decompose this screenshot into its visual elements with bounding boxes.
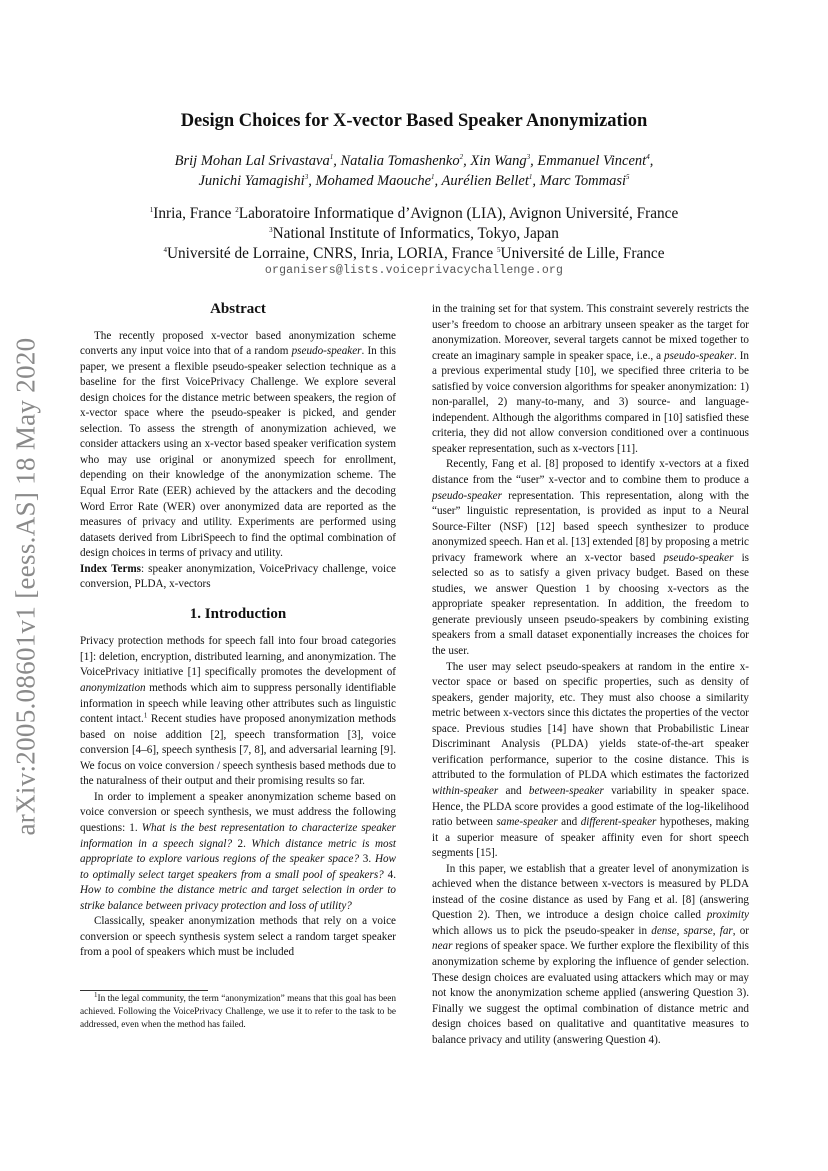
author: Junichi Yamagishi — [198, 173, 305, 189]
author-line-2: Junichi Yamagishi$^3$, Mohamed Maouche$^1$, Aurélien Bellet$^1$, Marc Tommasi$^5$ — [198, 173, 630, 189]
footnote-marker: 1 — [143, 711, 148, 720]
arxiv-sidebar — [4, 306, 48, 866]
author: Aurélien Bellet — [441, 173, 529, 189]
affiliation-line-2: $^3$National Institute of Informatics, Tokyo, Japan — [269, 225, 559, 242]
right-paragraph-3: The user may select pseudo-speakers at random in the entire x-vector space or based on specific properties, such as density of speakers, gender majority, etc. They must also choose a similarity metric between x-vectors since this dictates the properties of the vector space. Previous studies [14] have shown that Probabilistic Linear Discriminant Analysis (PLDA) yields state-of-the-art speaker verification performance, superior to the cosine distance. This is attributed to the formulation of PLDA which estimates the factorized within-speaker and between-speaker variability in speaker space. Hence, the PLDA score provides a good estimate of the log-likelihood ratio between same-speaker and different-speaker hypotheses, making it a superior measure of speaker affinity even for short speech segments [15]. — [432, 660, 750, 860]
author: Emmanuel Vincent — [537, 153, 647, 169]
author: Xin Wang — [470, 153, 527, 169]
abstract-text: The recently proposed x-vector based anonymization scheme converts any input voice into that of a random pseudo-speaker. In this paper, we present a flexible pseudo-speaker selection technique as a baseline for the first VoicePrivacy Challenge. We explore several design choices for the distance metric between speakers, the region of x-vector space where the pseudo-speaker is picked, and gender selection. To assess the strength of anonymization achieved, we consider attackers using an x-vector based speaker verification system who may use original or anonymized speech for enrollment, depending on their knowledge of the anonymization scheme. The Equal Error Rate (EER) achieved by the attackers and the decoding Word Error Rate (WER) over anonymized data are reported as the measures of privacy and utility. Experiments are performed using datasets derived from LibriSpeech to find the optimal combination of design choices in terms of privacy and utility. — [80, 329, 396, 560]
affiliations — [80, 204, 748, 264]
right-paragraph-2: Recently, Fang et al. [8] proposed to identify x-vectors at a fixed distance from the “user” x-vector and to combine them to produce a pseudo-speaker representation. This representation, along with the “user” linguistic representation, is provided as input to a Neural Source-Filter (NSF) [12] based speech synthesizer to produce anonymized speech. Han et al. [13] extended [8] by proposing a metric privacy framework where an x-vector based pseudo-speaker is selected so as to satisfy a given privacy budget. Based on these studies, we answer Question 1 by choosing x-vectors as the appropriate speaker representation. In addition, the freedom to generate previously unseen pseudo-speakers by combining existing speakers from a small dataset exponentially increases the choices for the user. — [432, 458, 750, 658]
author-list — [100, 151, 728, 191]
intro-paragraph-2: In order to implement a speaker anonymization scheme based on voice conversion or speech synthesis, we must address the following questions: 1. What is the best representation to characterize speaker information in a speech signal? 2. Which distance metric is most appropriate to explore various regions of the speaker space? 3. How to optimally select target speakers from a small pool of speakers? 4. How to combine the distance metric and target selection in order to strike balance between privacy protection and loss of utility? — [80, 790, 397, 912]
affiliation-line-3: $^4$Université de Lorraine, CNRS, Inria, LORIA, France $^5$Université de Lille, France — [163, 245, 665, 262]
introduction-heading: 1. Introduction — [189, 605, 287, 622]
affiliation-line-1: $^1$Inria, France $^2$Laboratoire Informatique d’Avignon (LIA), Avignon Université, France — [149, 205, 679, 222]
right-paragraph-1: in the training set for that system. This constraint severely restricts the user’s freedom to choose an arbitrary unseen speaker as the target for anonymization. Moreover, several targets cannot be mixed together to create an imaginary sample in speaker space, i.e., a pseudo-speaker. In a previous experimental study [10], we specified three criteria to be satisfied by voice conversion algorithms for speaker anonymization: 1) non-parallel, 2) many-to-many, and 3) source- and language-independent. Although the algorithms compared in [10] satisfied these criteria, they did not allow conversion conditioned over a continuous speaker representation, such as x-vectors [11]. — [432, 303, 749, 455]
right-paragraph-4: In this paper, we establish that a greater level of anonymization is achieved when the distance between x-vectors is measured by PLDA instead of the cosine distance as used by Fang et al. [8] (answering Question 2). Then, we introduce a design choice called proximity which allows us to pick the pseudo-speaker in dense, sparse, far, or near regions of speaker space. We further explore the flexibility of this anonymization scheme by exploring the influence of gender selection. These design choices are evaluated using attackers which may or may not know the anonymization scheme applied (answering Question 3). Finally we suggest the optimal combination of distance metric and design choices based on qualitative and quantitative measures to balance privacy and utility (answering Question 4). — [432, 862, 750, 1046]
author: Mohamed Maouche — [315, 173, 432, 189]
abstract-heading: Abstract — [210, 301, 266, 317]
intro-paragraph-3: Classically, speaker anonymization methods that rely on a voice conversion or speech synthesis system select a random target speaker from a pool of speakers which must be included — [80, 915, 396, 959]
left-column — [80, 302, 396, 961]
arxiv-id: arXiv:2005.08601v1 [eess.AS] 18 May 2020 — [10, 337, 41, 835]
footnote-rule — [80, 990, 208, 991]
index-terms: Index Terms: speaker anonymization, VoicePrivacy challenge, voice conversion, PLDA, x-vectors — [80, 562, 396, 591]
author: Brij Mohan Lal Srivastava — [174, 153, 330, 169]
contact-email: organisers@lists.voiceprivacychallenge.org — [264, 264, 564, 277]
author: Natalia Tomashenko — [340, 153, 460, 169]
author-line-1: Brij Mohan Lal Srivastava$^1$, Natalia Tomashenko$^2$, Xin Wang$^3$, Emmanuel Vincent$^4$, — [174, 153, 654, 169]
right-column — [432, 302, 749, 1048]
author: Marc Tommasi — [539, 173, 626, 189]
footnote: $^1$In the legal community, the term “anonymization” means that this goal has been achieved. Following the VoicePrivacy Challenge, we use it to refer to the task to be addressed, even when the method has failed. — [80, 990, 396, 1030]
intro-paragraph-1: Privacy protection methods for speech fall into four broad categories [1]: deletion, encryption, distributed learning, and anonymization. The VoicePrivacy initiative [1] specifically promotes the development of anonymization methods which aim to suppress personally identifiable information in speech while leaving other attributes such as linguistic content intact.$^1$ Recent studies have proposed anonymization methods based on noise addition [2], speech transformation [3], voice conversion [4–6], speech synthesis [7, 8], and adversarial learning [9]. We focus on voice conversion / speech synthesis based methods due to the naturalness of their output and their promising results so far. — [80, 635, 397, 788]
paper-title: Design Choices for X-vector Based Speaker Anonymization — [180, 111, 648, 131]
